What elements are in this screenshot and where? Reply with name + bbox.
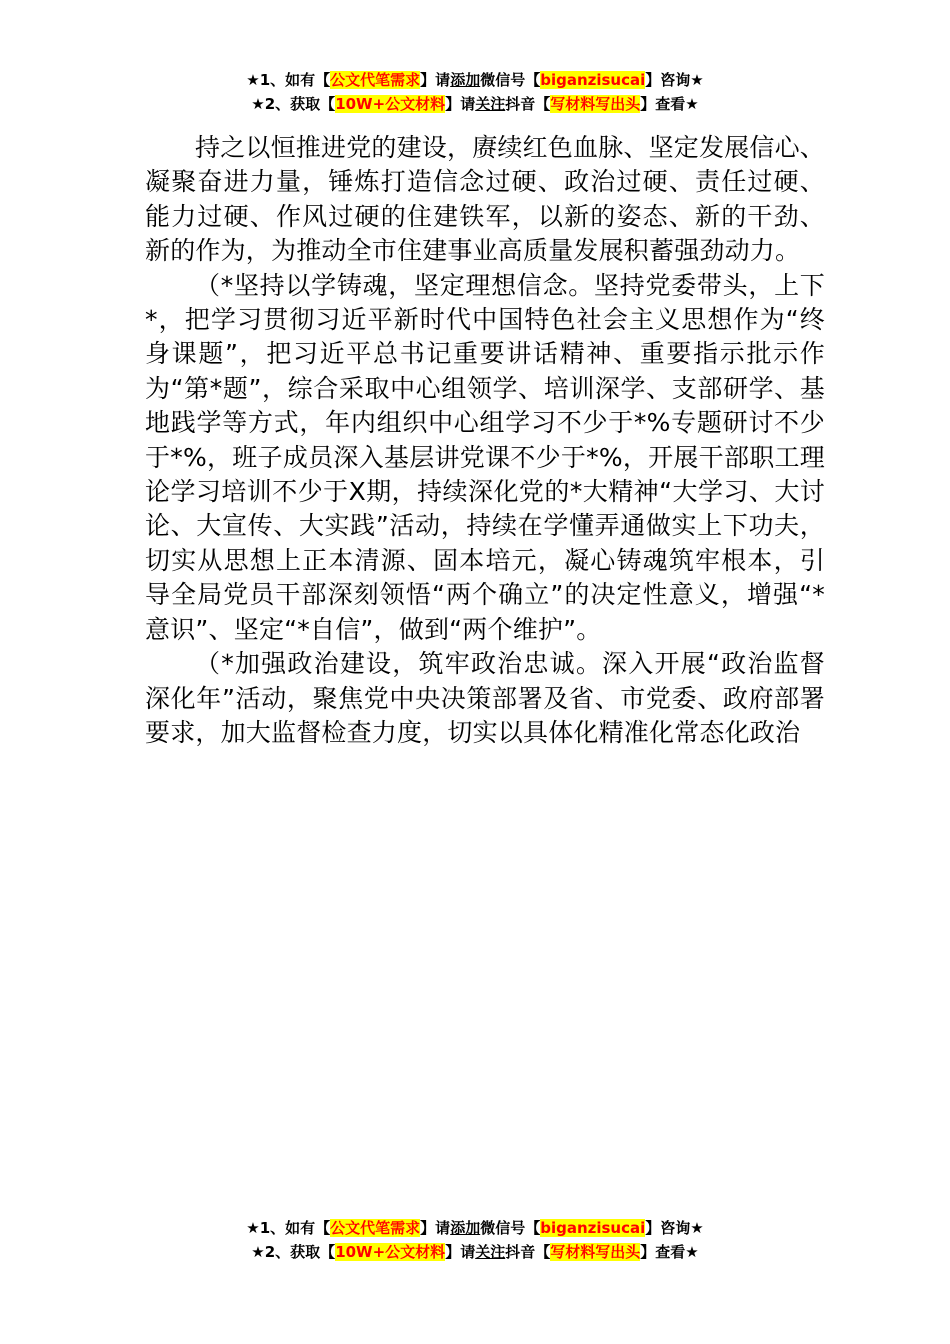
banner-emphasis: 关注	[475, 1243, 506, 1261]
banner-highlight: 公文代笔需求	[330, 1219, 421, 1237]
banner-text: 微信号【	[480, 71, 541, 89]
banner-text: ★1、如有【	[246, 71, 331, 89]
footer-banner	[0, 1216, 950, 1264]
banner-text: 】查看★	[640, 1243, 699, 1261]
banner-emphasis: 添加	[450, 1219, 481, 1237]
paragraph: （*加强政治建设，筑牢政治忠诚。深入开展“政治监督深化年”活动，聚焦党中央决策部署及省、市党委、政府部署要求，加大监督检查力度，切实以具体化精准化常态化政治	[145, 649, 825, 747]
banner-line-2	[0, 92, 950, 116]
banner-text: 】请	[420, 1219, 451, 1237]
banner-highlight: biganzisucai	[540, 1219, 646, 1237]
banner-highlight: biganzisucai	[540, 71, 646, 89]
banner-highlight: 公文代笔需求	[330, 71, 421, 89]
banner-line-1	[0, 68, 950, 92]
banner-text: 】请	[445, 95, 476, 113]
banner-text: 】查看★	[640, 95, 699, 113]
banner-text: ★1、如有【	[246, 1219, 331, 1237]
banner-text: 抖音【	[505, 1243, 551, 1261]
banner-emphasis: 关注	[475, 95, 506, 113]
banner-text: 】咨询★	[645, 71, 704, 89]
banner-text: 抖音【	[505, 95, 551, 113]
banner-text: 】咨询★	[645, 1219, 704, 1237]
banner-text: ★2、获取【	[251, 95, 336, 113]
paragraph: 持之以恒推进党的建设，赓续红色血脉、坚定发展信心、凝聚奋进力量，锤炼打造信念过硬、政治过硬、责任过硬、能力过硬、作风过硬的住建铁军，以新的姿态、新的干劲、新的作为，为推动全市住建事业高质量发展积蓄强劲动力。	[145, 133, 826, 266]
banner-line-2	[0, 1240, 950, 1264]
banner-highlight: 写材料写出头	[550, 1243, 641, 1261]
banner-emphasis: 添加	[450, 71, 481, 89]
banner-text: 】请	[445, 1243, 476, 1261]
banner-highlight: 10W+公文材料	[335, 95, 446, 113]
paragraph: （*坚持以学铸魂，坚定理想信念。坚持党委带头，上下*，把学习贯彻习近平新时代中国特色社会主义思想作为“终身课题”，把习近平总书记重要讲话精神、重要指示批示作为“第*题”，综合采取中心组领学、培训深学、支部研学、基地践学等方式，年内组织中心组学习不少于*%专题研讨不少于*%，班子成员深入基层讲党课不少于*%，开展干部职工理论学习培训不少于X期，持续深化党的*大精神“大学习、大讨论、大宣传、大实践”活动，持续在学懂弄通做实上下功夫，切实从思想上正本清源、固本培元，凝心铸魂筑牢根本，引导全局党员干部深刻领悟“两个确立”的决定性意义，增强“*意识”、坚定“*自信”，做到“两个维护”。	[145, 270, 825, 644]
banner-line-1	[0, 1216, 950, 1240]
banner-text: 微信号【	[480, 1219, 541, 1237]
document-body	[145, 131, 825, 750]
banner-text: ★2、获取【	[251, 1243, 336, 1261]
banner-highlight: 写材料写出头	[550, 95, 641, 113]
header-banner	[0, 68, 950, 116]
banner-text: 】请	[420, 71, 451, 89]
banner-highlight: 10W+公文材料	[335, 1243, 446, 1261]
